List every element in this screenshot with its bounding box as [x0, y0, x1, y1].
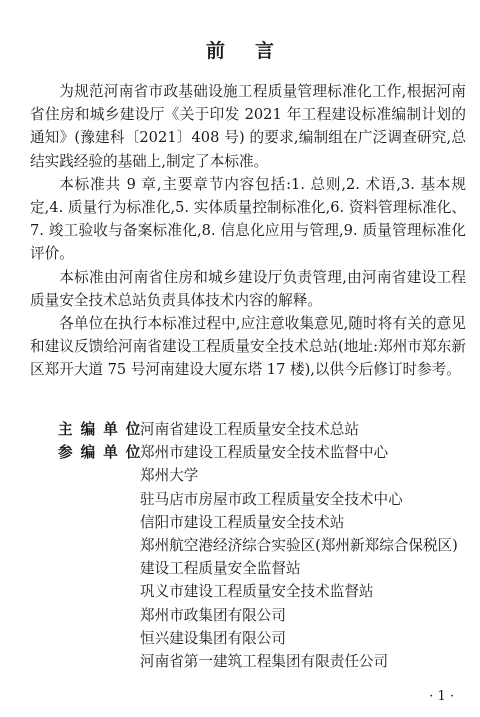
participant-units-list [130, 441, 466, 673]
unit-item: 河南省第一建筑工程集团有限责任公司 [140, 653, 389, 671]
paragraph: 各单位在执行本标准过程中,应注意收集意见,随时将有关的意见和建议反馈给河南省建设工程质量安全技术总站(地址:郑州市郑东新区郑开大道 75 号河南建设大厦东塔 17 楼),以供今后修订时参考。 [30, 315, 466, 379]
paragraph: 本标准由河南省住房和城乡建设厅负责管理,由河南省建设工程质量安全技术总站负责具体技术内容的解释。 [30, 268, 466, 309]
unit-item: 河南省建设工程质量安全技术总站 [140, 421, 359, 438]
title-char-1: 前 [205, 40, 225, 62]
unit-item: 驻马店市房屋市政工程质量安全技术中心 [140, 490, 403, 508]
unit-item: 郑州市政集团有限公司 [140, 606, 286, 624]
chief-units-label: 主编单位 [58, 421, 149, 438]
unit-item: 恒兴建设集团有限公司 [140, 629, 286, 647]
foreword-body [30, 80, 466, 382]
unit-item: 郑州大学 [140, 467, 199, 485]
unit-item: 郑州市建设工程质量安全技术监督中心 [140, 444, 389, 462]
unit-item: 信阳市建设工程质量安全技术站 [140, 513, 345, 531]
chief-units-list [130, 418, 466, 441]
unit-item: 郑州航空港经济综合实验区(郑州新郑综合保税区)建设工程质量安全监督站 [140, 537, 458, 578]
title-char-2: 言 [255, 40, 275, 62]
page-title [0, 36, 480, 63]
paragraph: 为规范河南省市政基础设施工程质量管理标准化工作,根据河南省住房和城乡建设厅《关于印发 2021 年工程建设标准编制计划的通知》(豫建科〔2021〕408 号) 的要求,编制组在广泛调查研究,总结实践经验的基础上,制定了本标准。 [30, 83, 466, 170]
compiling-units [30, 418, 466, 673]
chief-units-row [30, 418, 466, 441]
unit-item: 巩义市建设工程质量安全技术监督站 [140, 583, 374, 601]
paragraph: 本标准共 9 章,主要章节内容包括:1. 总则,2. 术语,3. 基本规定,4. 质量行为标准化,5. 实体质量控制标准化,6. 资料管理标准化、7. 竣工验收与备案标准化,8. 信息化应用与管理,9. 质量管理标准化评价。 [30, 175, 466, 263]
participant-units-label: 参编单位 [58, 444, 149, 462]
participant-units-row [30, 441, 466, 673]
page-number: · 1 · [429, 689, 454, 704]
